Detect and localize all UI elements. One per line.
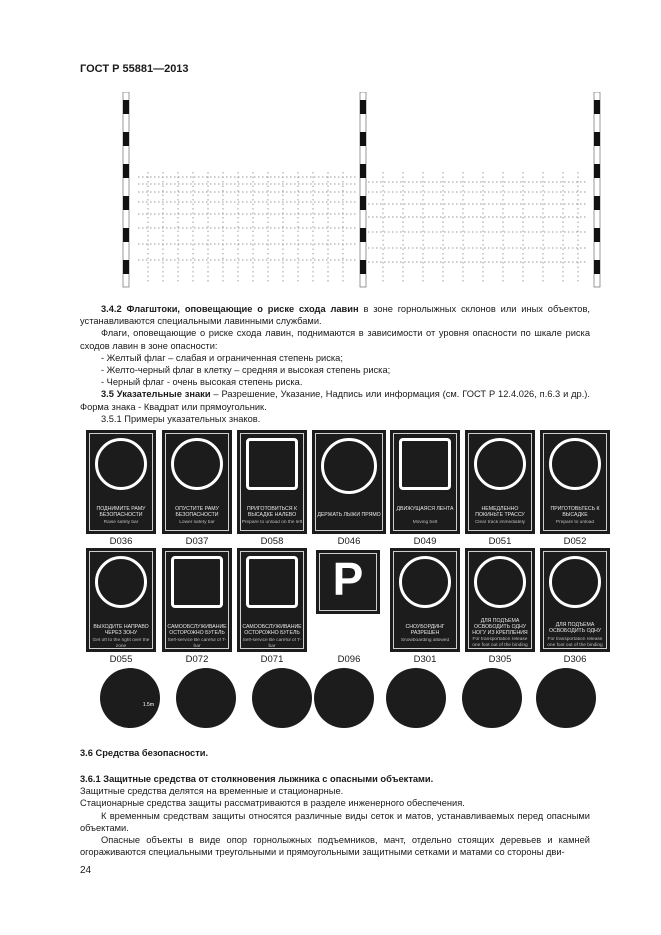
- cable-car-pictogram: [462, 668, 522, 728]
- section-3-6-1: [80, 773, 590, 858]
- code-d049: D049: [413, 536, 437, 547]
- code-d058: D058: [260, 536, 284, 547]
- section-3-6-1-p2: Стационарные средства защиты рассматриваются в разделе инженерного обеспечения.: [80, 798, 465, 809]
- sign-d305: ДЛЯ ПОДЪЕМА ОСВОБОДИТЬ ОДНУ НОГУ ИЗ КРЕПЛЕНИЯ For transportation release one foot out of the binding: [465, 548, 535, 652]
- section-3-4-2-title: 3.4.2 Флагштоки, оповещающие о риске схода лавин: [101, 304, 359, 314]
- sign-d052: ПРИГОТОВЬТЕСЬ К ВЫСАДКЕ Prepare to unload: [540, 430, 610, 534]
- section-3-5-1: 3.5.1 Примеры указательных знаков.: [101, 413, 261, 424]
- sign-d036: ПОДНИМИТЕ РАМУ БЕЗОПАСНОСТИ Raise safety bar: [86, 430, 156, 534]
- code-d046: D046: [337, 536, 361, 547]
- section-3-5-title: 3.5 Указательные знаки: [101, 389, 211, 400]
- section-3-5-text: – Разрешение, Указание, Надпись или информация (см. ГОСТ Р 12.4.026, п.6.3 и др.). Форма знака - Квадрат или прямоугольник.: [80, 389, 590, 412]
- hand-pictogram: [314, 668, 374, 728]
- section-3-6-1-p4: Опасные объекты в виде опор горнолыжных подъемников, мачт, отдельно стоящих деревьев и камней огораживаются специальными треугольными и прямоугольными защитными сетками и матами со стороны дви-: [80, 835, 590, 858]
- sign-d096: [316, 550, 380, 614]
- chairlift-pictogram-2: [252, 668, 312, 728]
- parking-letter: P: [332, 553, 364, 605]
- sign-d058: ПРИГОТОВИТЬСЯ К ВЫСАДКЕ НАЛЕВО Prepare to unload on the left: [237, 430, 307, 534]
- code-d037: D037: [185, 536, 209, 547]
- section-3-6-1-p3: К временным средствам защиты относятся различные виды сеток и матов, устанавливаемых перед опасными объектами.: [80, 810, 590, 833]
- avalanche-flags-illustration: [118, 92, 608, 292]
- skier-exit-pictogram: [536, 668, 596, 728]
- chairlift-pictogram-3: [386, 668, 446, 728]
- flag-item-yellow: - Желтый флаг – слабая и ограниченная степень риска;: [101, 352, 343, 363]
- person-distance-pictogram: 1.5m: [100, 668, 160, 728]
- section-3-6: [80, 747, 590, 759]
- code-d301: D301: [413, 654, 437, 665]
- document-header: ГОСТ Р 55881—2013: [80, 63, 189, 75]
- code-d052: D052: [563, 536, 587, 547]
- sign-d037: ОПУСТИТЕ РАМУ БЕЗОПАСНОСТИ Lower safety bar: [162, 430, 232, 534]
- code-d036: D036: [109, 536, 133, 547]
- page-number: 24: [80, 865, 92, 876]
- section-3-6-1-p1: Защитные средства делятся на временные и стационарные.: [80, 786, 344, 797]
- sign-d301: СНОУБОРДИНГ РАЗРЕШЕН Snowboarding allowed: [390, 548, 460, 652]
- flags-paragraph: Флаги, оповещающие о риске схода лавин, поднимаются в зависимости от уровня опасности по шкале риска сходов лавин в зоне опасности:: [80, 328, 590, 351]
- flag-item-checkered: - Желто-черный флаг в клетку – средняя и высокая степень риска;: [101, 365, 391, 376]
- code-d096: D096: [337, 654, 361, 665]
- chairlift-pictogram-1: [176, 668, 236, 728]
- code-d051: D051: [488, 536, 512, 547]
- sign-d306: ДЛЯ ПОДЪЕМА ОСВОБОДИТЬ ОДНУ For transportation release one foot out of the binding: [540, 548, 610, 652]
- flag-item-black: - Черный флаг - очень высокая степень риска.: [101, 377, 303, 388]
- code-d306: D306: [563, 654, 587, 665]
- code-d055: D055: [109, 654, 133, 665]
- code-d305: D305: [488, 654, 512, 665]
- code-d071: D071: [260, 654, 284, 665]
- sign-d046: ДЕРЖАТЬ ЛЫЖИ ПРЯМО: [312, 430, 386, 534]
- section-3-6-title: 3.6 Средства безопасности.: [80, 748, 209, 758]
- section-3-4-2: [80, 303, 590, 425]
- code-d072: D072: [185, 654, 209, 665]
- sign-d055: ВЫХОДИТЕ НАПРАВО ЧЕРЕЗ ЗОНУ Get off to the right over the zone: [86, 548, 156, 652]
- sign-d072: САМООБСЛУЖИВАНИЕ ОСТОРОЖНО БУГЕЛЬ Self-service Be careful of T-bar: [162, 548, 232, 652]
- sign-d071: САМООБСЛУЖИВАНИЕ ОСТОРОЖНО БУГЕЛЬ Self-service Be careful of T-bar: [237, 548, 307, 652]
- section-3-4-2-text: в зоне горнолыжных склонов или иных объектов, устанавливаются специальными лавинными службами.: [80, 304, 590, 327]
- sign-d051: НЕМЕДЛЕННО ПОКИНЬТЕ ТРАССУ Clear track immediately: [465, 430, 535, 534]
- section-3-6-1-title: 3.6.1 Защитные средства от столкновения лыжника с опасными объектами.: [80, 774, 434, 784]
- sign-d049: ДВИЖУЩАЯСЯ ЛЕНТА Moving belt: [390, 430, 460, 534]
